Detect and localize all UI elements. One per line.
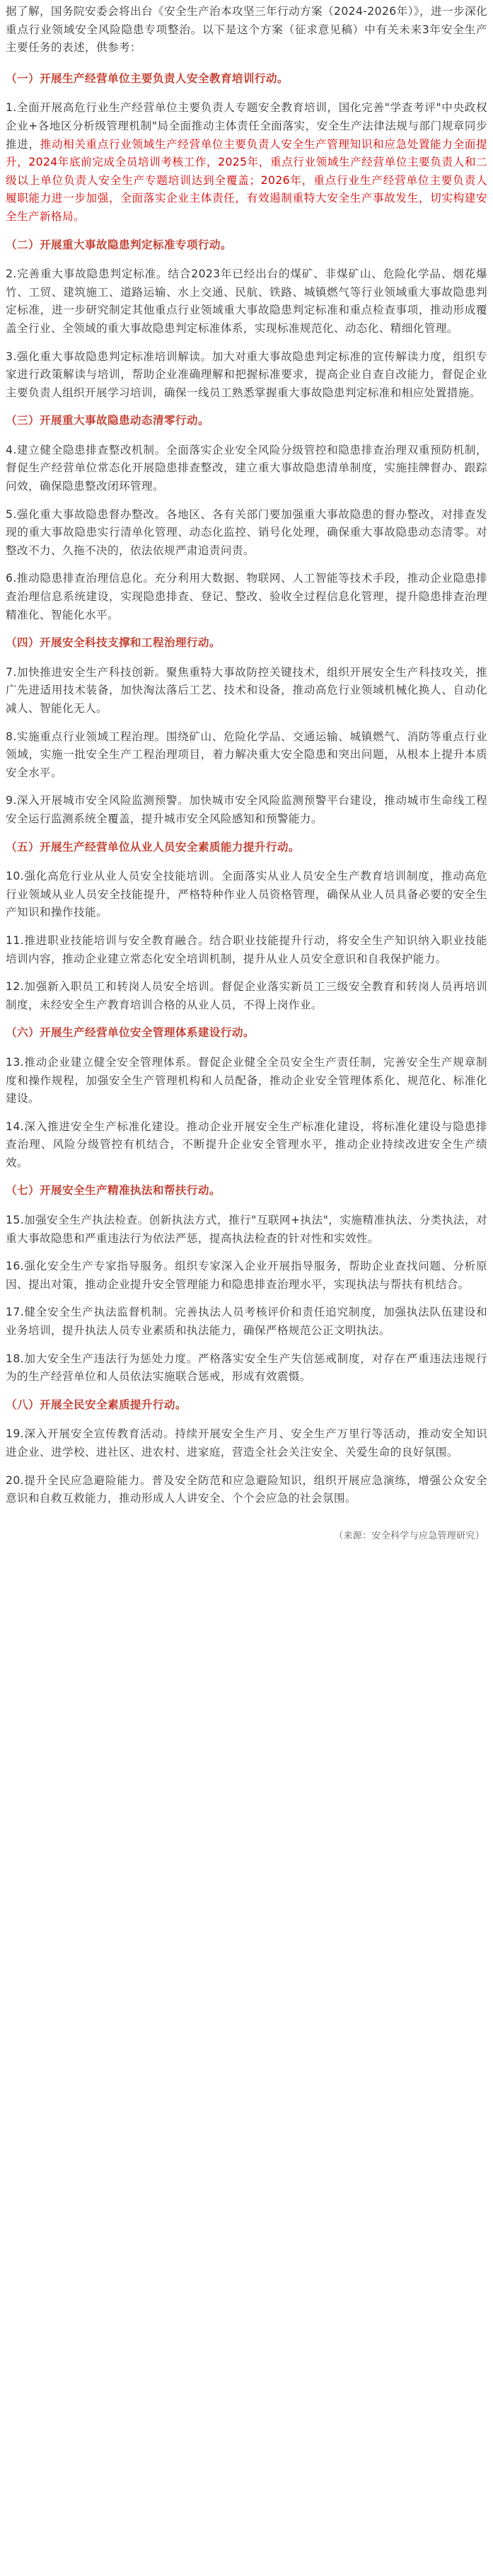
list-item: 19.深入开展安全宣传教育活动。持续开展安全生产月、安全生产万里行等活动，推动安全知识进企业、进学校、进社区、进农村、进家庭，营造全社会关注安全、关爱生命的良好氛围。 xyxy=(6,1427,487,1459)
list-item: 14.深入推进安全生产标准化建设。推动企业开展安全生产标准化建设，将标准化建设与隐患排查治理、风险分级管控有机结合，不断提升企业安全管理水平，推动企业持续改进安全生产绩效。 xyxy=(6,1120,487,1169)
list-item: 8.实施重点行业领域工程治理。围绕矿山、危险化学品、交通运输、城镇燃气、消防等重点行业领域，实施一批安全生产工程治理项目，着力解决重大安全隐患和突出问题，从根本上提升本质安全水平。 xyxy=(6,730,487,779)
list-item: 5.强化重大事故隐患督办整改。各地区、各有关部门要加强重大事故隐患的督办整改，对排查发现的重大事故隐患实行清单化管理、动态化监控、销号化处理，确保重大事故隐患动态清零。对整改不力、久拖不决的，依法依规严肃追责问责。 xyxy=(6,507,487,557)
section-heading: （四）开展安全科技支撑和工程治理行动。 xyxy=(6,636,221,650)
list-item: 12.加强新入职员工和转岗人员安全培训。督促企业落实新员工三级安全教育和转岗人员再培训制度，未经安全生产教育培训合格的从业人员，不得上岗作业。 xyxy=(6,980,487,1011)
list-item: 4.建立健全隐患排查整改机制。全面落实企业安全风险分级管控和隐患排查治理双重预防机制，督促生产经营单位常态化开展隐患排查整改，建立重大事故隐患清单制度，实施挂牌督办、跟踪问效，确保隐患整改闭环管理。 xyxy=(6,443,487,493)
item-text: 1.全面开展高危行业生产经营单位主要负责人专题安全教育培训，国化完善"学查考评"中央政权企业+各地区分析级管理机制"局全面推动主体责任全面落实，安全生产法律法规与部门规章同步推进， xyxy=(6,101,487,151)
list-item: 17.健全安全生产执法监督机制。完善执法人员考核评价和责任追究制度，加强执法队伍建设和业务培训，提升执法人员专业素质和执法能力，确保严格规范公正文明执法。 xyxy=(6,1306,487,1338)
intro-paragraph: 据了解，国务院安委会将出台《安全生产治本攻坚三年行动方案（2024-2026年）》，进一步深化重点行业领域安全风险隐患专项整治。以下是这个方案（征求意见稿）中有关未来3年安全生产主要任务的表述，供参考： xyxy=(6,5,487,54)
list-item: 20.提升全民应急避险能力。普及安全防范和应急避险知识，组织开展应急演练，增强公众安全意识和自救互救能力，推动形成人人讲安全、个个会应急的社会氛围。 xyxy=(6,1473,487,1505)
source-note: （来源：安全科学与应急管理研究） xyxy=(334,1530,485,1541)
list-item: 6.推动隐患排查治理信息化。充分利用大数据、物联网、人工智能等技术手段，推动企业隐患排查治理信息系统建设，实现隐患排查、登记、整改、验收全过程信息化管理，提升隐患排查治理精准化、智能化水平。 xyxy=(6,572,487,621)
section-heading: （七）开展安全生产精准执法和帮扶行动。 xyxy=(6,1184,221,1197)
list-item: 16.强化安全生产专家指导服务。组织专家深入企业开展指导服务，帮助企业查找问题、分析原因、提出对策，推动企业提升安全管理能力和隐患排查治理水平，实现执法与帮扶有机结合。 xyxy=(6,1260,487,1291)
list-item: 11.推进职业技能培训与安全教育融合。结合职业技能提升行动，将安全生产知识纳入职业技能培训内容，推动企业建立常态化安全培训机制，提升从业人员安全意识和自我保护能力。 xyxy=(6,933,487,965)
list-item: 15.加强安全生产执法检查。创新执法方式，推行"互联网+执法"，实施精准执法、分类执法，对重大事故隐患和严重违法行为依法严惩，提高执法检查的针对性和实效性。 xyxy=(6,1214,487,1245)
list-item: 9.深入开展城市安全风险监测预警。加快城市安全风险监测预警平台建设，推动城市生命线工程安全运行监测系统全覆盖，提升城市安全风险感知和预警能力。 xyxy=(6,794,487,825)
list-item: 10.强化高危行业从业人员安全技能培训。全面落实从业人员安全生产教育培训制度，推动高危行业领域从业人员安全技能提升，严格特种作业人员资格管理，确保从业人员具备必要的安全生产知识和操作技能。 xyxy=(6,870,487,919)
highlighted-text: 推动相关重点行业领域生产经营单位主要负责人安全生产管理知识和应急处置能力全面提升，2024年底前完成全员培训考核工作，2025年，重点行业领域生产经营单位主要负责人和二级以上单位负责人安全生产专题培训达到全覆盖；2026年，重点行业生产经营单位主要负责人履职能力进一步加强，全面落实企业主体责任，有效遏制重特大安全生产事故发生，切实构建安全生产新格局。 xyxy=(6,137,488,223)
list-item: 18.加大安全生产违法行为惩处力度。严格落实安全生产失信惩戒制度，对存在严重违法违规行为的生产经营单位和人员依法实施联合惩戒，形成有效震慑。 xyxy=(6,1352,487,1384)
section-heading: （八）开展全民安全素质提升行动。 xyxy=(6,1398,187,1411)
section-heading: （二）开展重大事故隐患判定标准专项行动。 xyxy=(6,238,232,251)
list-item: 3.强化重大事故隐患判定标准培训解读。加大对重大事故隐患判定标准的宣传解读力度，组织专家进行政策解读与培训，帮助企业准确理解和把握标准要求，提高企业自查自改能力，督促企业主要负责人组织开展学习培训，确保一线员工熟悉掌握重大事故隐患判定标准和相应处置措施。 xyxy=(6,350,487,399)
list-item xyxy=(6,99,487,226)
section-heading: （三）开展重大事故隐患动态清零行动。 xyxy=(6,414,209,427)
section-heading: （六）开展生产经营单位安全管理体系建设行动。 xyxy=(6,1026,255,1040)
section-heading: （一）开展生产经营单位主要负责人安全教育培训行动。 xyxy=(6,71,289,85)
list-item: 7.加快推进安全生产科技创新。聚焦重特大事故防控关键技术，组织开展安全生产科技攻关，推广先进适用技术装备，加快淘汰落后工艺、技术和设备，推动高危行业领域机械化换人、自动化减人、智能化无人。 xyxy=(6,665,487,715)
list-item: 2.完善重大事故隐患判定标准。结合2023年已经出台的煤矿、非煤矿山、危险化学品、烟花爆竹、工贸、建筑施工、道路运输、水上交通、民航、铁路、城镇燃气等行业领域重大事故隐患判定标准，进一步研究制定其他重点行业领域重大事故隐患判定标准和重点检查事项，推动形成覆盖全行业、全领域的重大事故隐患判定标准体系，实现标准规范化、动态化、精细化管理。 xyxy=(6,268,487,335)
list-item: 13.推动企业建立健全安全管理体系。督促企业健全全员安全生产责任制，完善安全生产规章制度和操作规程，加强安全生产管理机构和人员配备，推动企业安全管理体系化、规范化、标准化建设。 xyxy=(6,1055,487,1105)
section-heading: （五）开展生产经营单位从业人员安全素质能力提升行动。 xyxy=(6,840,300,853)
